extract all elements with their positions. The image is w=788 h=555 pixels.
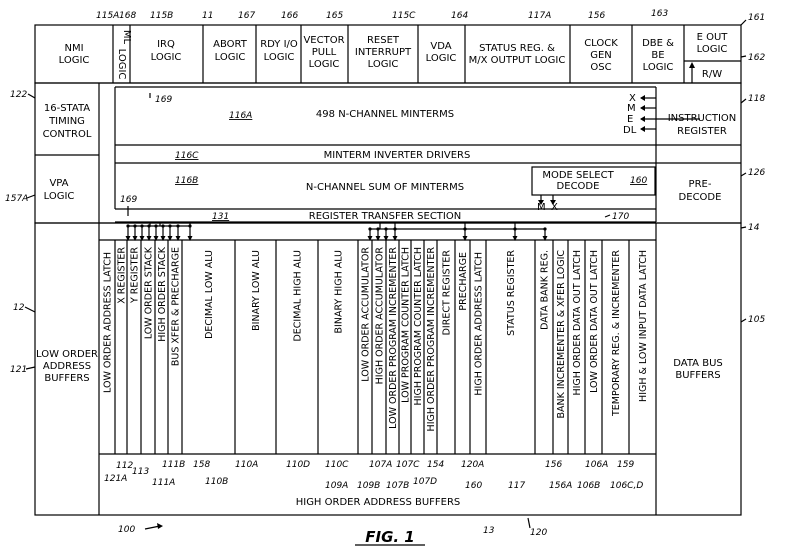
nmi-logic-block <box>59 43 90 66</box>
minterm-input-m: M <box>627 103 636 114</box>
status-mx-line1: STATUS REG. & <box>479 43 555 54</box>
bottom-ref-106b: 106B <box>577 481 601 491</box>
minterm-input-dl: DL <box>623 125 637 136</box>
abort-logic-block <box>213 39 248 63</box>
register-low-order-stack: LOW ORDER STACK <box>143 247 155 340</box>
clock-gen-line3: OSC <box>590 62 612 73</box>
timing-control-block <box>43 103 92 140</box>
register-decimal-high-alu: DECIMAL HIGH ALU <box>292 250 304 342</box>
register-low-order-data-out-latch: LOW ORDER DATA OUT LATCH <box>589 250 600 393</box>
ref-118: 118 <box>748 94 766 104</box>
ref-14: 14 <box>748 223 760 233</box>
clock-gen-line1: CLOCK <box>584 38 618 49</box>
reset-interrupt-line2: INTERRUPT <box>354 47 412 58</box>
ref-115c: 115C <box>392 11 416 21</box>
ref-121: 121 <box>10 365 28 375</box>
irq-logic-line2: LOGIC <box>150 52 182 63</box>
reset-interrupt-line1: RESET <box>366 35 400 46</box>
bottom-reference-numbers <box>104 460 643 491</box>
minterm-input-x: X <box>629 93 636 104</box>
nmi-logic-line2: LOGIC <box>58 55 90 66</box>
bottom-ref-113: 113 <box>132 467 150 477</box>
dbe-be-logic-block <box>642 38 674 73</box>
register-low-order-accumulator: LOW ORDER ACCUMULATOR <box>360 247 372 382</box>
bottom-ref-107a: 107A <box>369 460 393 470</box>
high-order-address-buffers-label: HIGH ORDER ADDRESS BUFFERS <box>295 497 461 508</box>
bottom-ref-159: 159 <box>617 460 635 470</box>
register-low-order-program-incrementer: LOW ORDER PROGRAM INCREMENTER <box>388 247 399 429</box>
register-low-order-address-latch: LOW ORDER ADDRESS LATCH <box>102 252 114 393</box>
irq-logic-line1: IRQ <box>157 39 175 50</box>
inverter-label: MINTERM INVERTER DRIVERS <box>323 150 471 161</box>
timing-line3: CONTROL <box>42 129 92 140</box>
bottom-ref-111b: 111B <box>162 460 186 470</box>
register-status-register: STATUS REGISTER <box>506 250 517 336</box>
register-bus-xfer-precharge: BUS XFER & PRECHARGE <box>170 247 182 367</box>
abort-logic-line1: ABORT <box>213 39 247 50</box>
ref-12: 12 <box>13 303 25 313</box>
inverter-block <box>175 150 470 161</box>
ref-157a: 157A <box>5 194 29 204</box>
ref-115a: 115A <box>96 11 120 21</box>
ml-logic-line2: LOGIC <box>116 48 127 80</box>
ref-156: 156 <box>588 11 606 21</box>
bottom-ref-107b: 107B <box>386 481 410 491</box>
ref-116c: 116C <box>175 151 199 161</box>
predecode-line2: DECODE <box>678 192 722 203</box>
instruction-register-block <box>668 113 737 137</box>
ref-170: 170 <box>612 212 630 222</box>
e-out-logic-block <box>697 32 729 55</box>
ml-logic-line1: ML <box>121 29 132 45</box>
ref-167: 167 <box>238 11 256 21</box>
ref-169-bottom: 169 <box>120 195 138 205</box>
abort-logic-line2: LOGIC <box>214 52 246 63</box>
bottom-ref-110a: 110A <box>235 460 259 470</box>
predecode-line1: PRE- <box>688 179 712 190</box>
register-bank-incrementer-xfer-logic: BANK INCREMENTER & XFER LOGIC <box>556 250 567 419</box>
bottom-ref-160: 160 <box>465 481 483 491</box>
top-row <box>35 9 765 83</box>
ref-105: 105 <box>748 315 766 325</box>
bottom-ref-121a: 121A <box>104 474 128 484</box>
bottom-ref-106c-d: 106C,D <box>610 481 644 491</box>
register-transfer-label: REGISTER TRANSFER SECTION <box>308 211 462 222</box>
register-low-program-counter-latch: LOW PROGRAM COUNTER LATCH <box>400 247 412 403</box>
bottom-ref-107c: 107C <box>396 460 420 470</box>
vector-pull-line2: PULL <box>311 47 337 58</box>
reset-interrupt-line3: LOGIC <box>367 59 399 70</box>
rdy-io-logic-line1: RDY I/O <box>260 39 298 50</box>
low-order-buffers-line1: LOW ORDER <box>36 349 98 360</box>
register-x-register: X REGISTER <box>116 247 128 304</box>
register-transfer-block <box>212 211 629 222</box>
vda-logic-line2: LOGIC <box>425 53 457 64</box>
vda-logic-block <box>426 41 457 64</box>
minterm-input-e: E <box>627 114 634 125</box>
data-bus-buffers-line2: BUFFERS <box>675 370 721 381</box>
bottom-ref-110b: 110B <box>205 477 229 487</box>
sum-of-minterms-label: N-CHANNEL SUM OF MINTERMS <box>305 182 465 193</box>
ref-13: 13 <box>483 526 495 536</box>
sum-of-minterms-block <box>175 176 464 193</box>
ref-165: 165 <box>326 11 344 21</box>
clock-gen-line2: GEN <box>590 50 612 61</box>
status-mx-output-logic-block <box>469 43 566 66</box>
dbe-be-line3: LOGIC <box>642 62 674 73</box>
register-dividers <box>115 240 629 454</box>
vpa-line1: VPA <box>49 178 69 189</box>
ref-160-top: 160 <box>630 176 648 186</box>
reset-interrupt-logic-block <box>355 35 412 70</box>
data-bus-buffers-block <box>673 358 722 381</box>
timing-line1: 16-STATA <box>43 103 91 114</box>
figure-title <box>355 528 425 546</box>
status-mx-line2: M/X OUTPUT LOGIC <box>468 55 566 66</box>
ref-100: 100 <box>118 525 136 535</box>
register-high-order-program-incrementer: HIGH ORDER PROGRAM INCREMENTER <box>426 247 437 432</box>
ref-164: 164 <box>451 11 469 21</box>
irq-logic-block <box>151 39 182 63</box>
bottom-ref-111a: 111A <box>152 478 176 488</box>
ref-163: 163 <box>651 9 669 19</box>
control-area <box>5 83 765 223</box>
bottom-ref-120a: 120A <box>461 460 485 470</box>
ref-116a: 116A <box>229 111 253 121</box>
instruction-register-line2: REGISTER <box>677 126 727 137</box>
e-out-line2: LOGIC <box>696 44 728 55</box>
ref-131: 131 <box>212 212 230 222</box>
lower-section <box>10 222 765 515</box>
mode-select-decode-block <box>532 167 655 213</box>
bottom-ref-154: 154 <box>427 460 445 470</box>
predecode-block <box>679 179 722 203</box>
ref-115b: 115B <box>150 11 174 21</box>
register-high-order-stack: HIGH ORDER STACK <box>157 247 168 342</box>
rdy-io-logic-line2: LOGIC <box>263 52 295 63</box>
ref-117a: 117A <box>528 11 552 21</box>
vpa-line2: LOGIC <box>43 191 75 202</box>
dbe-be-line2: BE <box>651 50 665 61</box>
register-high-low-input-data-latch: HIGH & LOW INPUT DATA LATCH <box>638 250 649 402</box>
ref-162: 162 <box>748 53 766 63</box>
bottom-ref-109a: 109A <box>325 481 349 491</box>
ref-122: 122 <box>10 90 28 100</box>
vda-logic-line1: VDA <box>430 41 452 52</box>
ref-168: 168 <box>119 11 137 21</box>
register-binary-low-alu: BINARY LOW ALU <box>251 250 262 331</box>
clock-gen-osc-block <box>584 38 618 73</box>
register-high-order-data-out-latch: HIGH ORDER DATA OUT LATCH <box>572 250 583 396</box>
mode-output-x: X <box>551 202 558 213</box>
register-data-bank-reg: DATA BANK REG. <box>539 250 551 330</box>
register-temporary-reg-incrementer: TEMPORARY REG. & INCREMENTER <box>611 250 622 417</box>
nmi-logic-line1: NMI <box>64 43 84 54</box>
mode-select-line2: DECODE <box>556 181 600 192</box>
instruction-register-line1: INSTRUCTION <box>667 113 737 124</box>
figure-title-text: FIG. 1 <box>365 528 415 546</box>
register-bus-taps <box>126 222 548 241</box>
dbe-be-line1: DBE & <box>642 38 674 49</box>
register-decimal-low-alu: DECIMAL LOW ALU <box>204 250 215 339</box>
data-bus-buffers-line1: DATA BUS <box>673 358 723 369</box>
register-high-order-accumulator: HIGH ORDER ACCUMULATOR <box>374 247 386 385</box>
vector-pull-logic-block <box>303 35 344 70</box>
bottom-ref-158: 158 <box>193 460 211 470</box>
bottom-ref-110c: 110C <box>325 460 349 470</box>
ref-120: 120 <box>530 528 548 538</box>
bottom-ref-112: 112 <box>116 461 134 471</box>
ref-161: 161 <box>748 13 766 23</box>
register-y-register: Y REGISTER <box>129 247 141 304</box>
rw-label: R/W <box>701 69 723 80</box>
bottom-ref-109b: 109B <box>357 481 381 491</box>
register-precharge: PRECHARGE <box>458 252 469 311</box>
low-order-buffers-line3: BUFFERS <box>44 373 90 384</box>
bottom-ref-156: 156 <box>545 460 563 470</box>
register-high-program-counter-latch: HIGH PROGRAM COUNTER LATCH <box>413 247 424 406</box>
low-order-address-buffers-block <box>36 349 98 384</box>
rw-arrowhead <box>689 62 695 68</box>
ref-166: 166 <box>281 11 299 21</box>
rdy-io-logic-block <box>260 39 298 63</box>
bottom-ref-106a: 106A <box>585 460 609 470</box>
bottom-ref-156a: 156A <box>549 481 573 491</box>
register-binary-high-alu: BINARY HIGH ALU <box>333 250 345 334</box>
register-high-order-address-latch: HIGH ORDER ADDRESS LATCH <box>473 252 485 396</box>
vector-pull-line1: VECTOR <box>303 35 345 46</box>
minterms-block <box>229 93 700 136</box>
mode-output-m: M <box>537 202 546 213</box>
vector-pull-line3: LOGIC <box>308 59 340 70</box>
ref-169-top: 169 <box>155 95 173 105</box>
bottom-ref-117: 117 <box>508 481 526 491</box>
minterms-label: 498 N-CHANNEL MINTERMS <box>315 109 455 120</box>
mode-select-line1: MODE SELECT <box>542 170 614 181</box>
ref-116b: 116B <box>175 176 199 186</box>
vpa-logic-block <box>44 178 75 202</box>
e-out-line1: E OUT <box>696 32 728 43</box>
timing-line2: TIMING <box>49 116 85 127</box>
register-labels <box>103 246 650 431</box>
bottom-ref-107d: 107D <box>413 477 438 487</box>
bottom-ref-110d: 110D <box>286 460 311 470</box>
register-direct-register: DIRECT REGISTER <box>441 250 453 336</box>
low-order-buffers-line2: ADDRESS <box>42 361 92 372</box>
ref-11: 11 <box>202 11 214 21</box>
ref-126: 126 <box>748 168 766 178</box>
